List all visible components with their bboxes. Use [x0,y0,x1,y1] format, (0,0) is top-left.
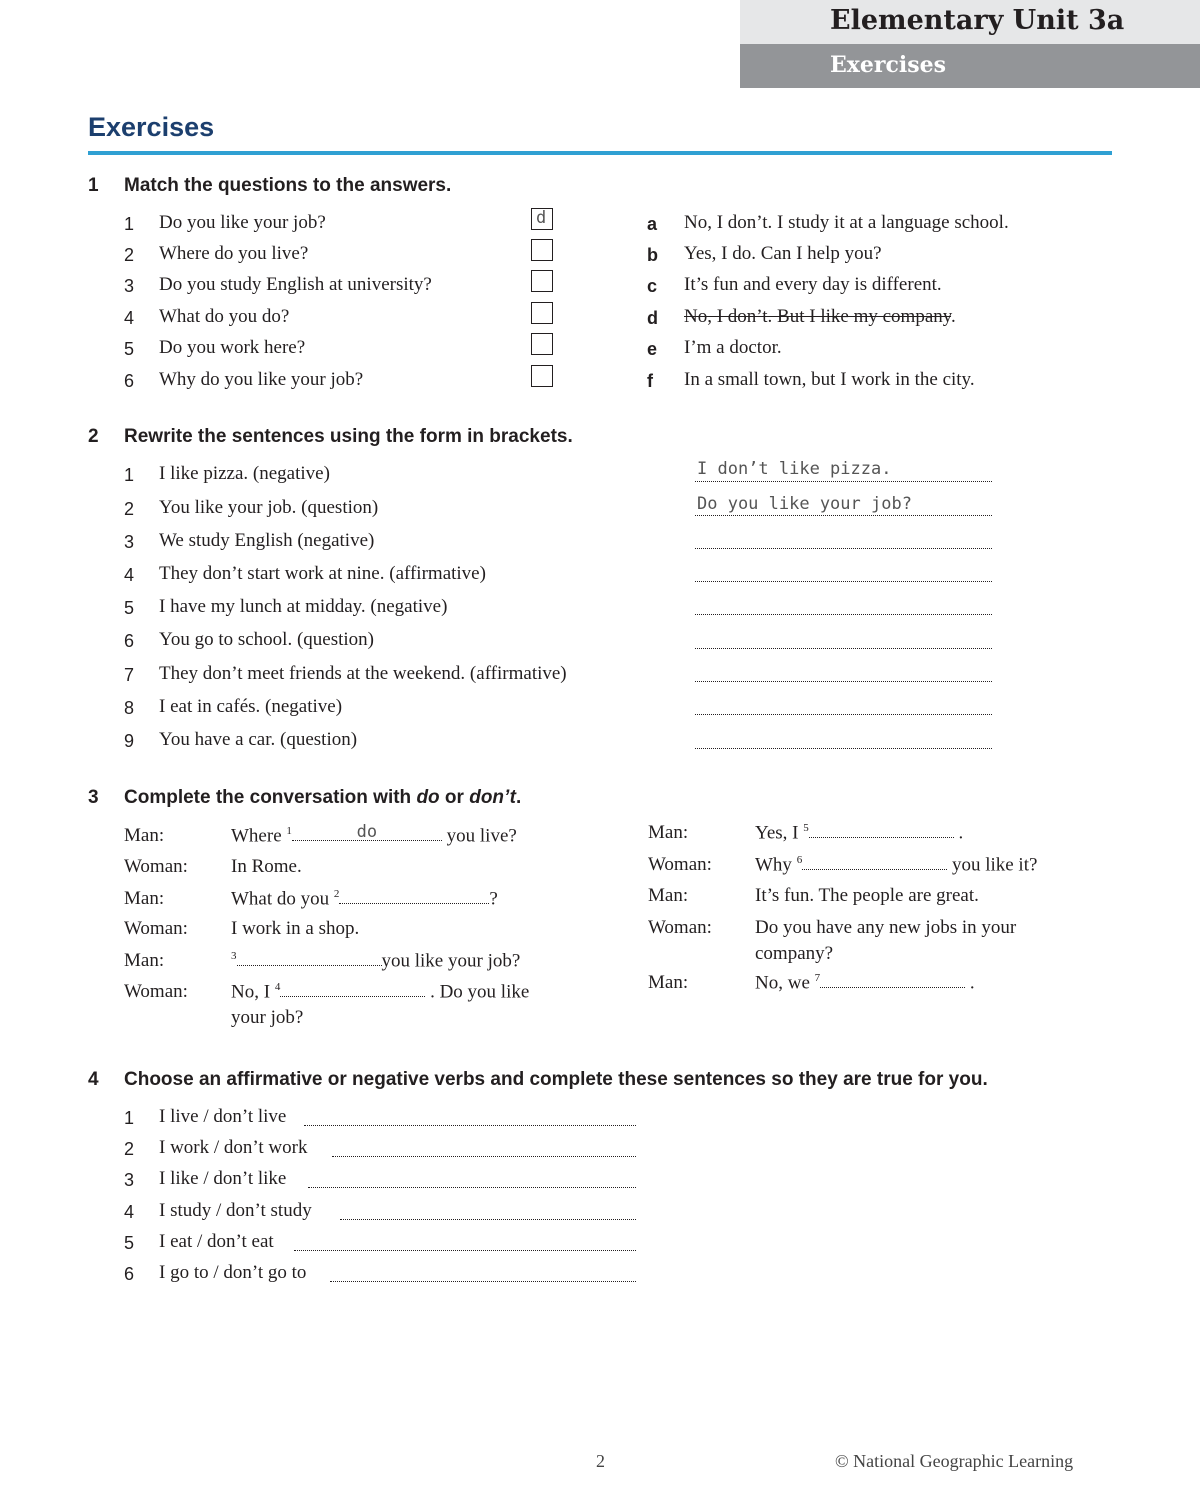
answer-text: Yes, I do. Can I help you? [684,243,882,264]
answer-line[interactable] [695,614,992,615]
speaker-man: Man: [648,972,689,993]
ex3-heading-dont: don’t [469,787,516,808]
title-rule [88,151,1112,155]
page-title: Exercises [88,112,215,142]
answer-box[interactable] [531,208,553,230]
item-number: 7 [124,665,135,685]
item-text: They don’t start work at nine. (affirmative) [159,563,486,584]
gap-5[interactable] [809,823,954,838]
handwritten-answer: Do you like your job? [697,494,912,514]
answer-line[interactable] [695,515,992,516]
answer-line[interactable] [330,1281,636,1282]
item-number: 3 [124,1170,135,1190]
speaker-man: Man: [648,822,689,843]
answer-text: It’s fun and every day is different. [684,274,942,295]
ex3-heading [124,787,521,809]
ex1-heading: Match the questions to the answers. [124,175,452,196]
answer-letter: b [647,245,658,265]
ex3-heading-text: Complete the conversation with [124,787,417,808]
ex3-heading-or: or [439,787,470,808]
dialogue-line [231,888,498,910]
ex2-heading: Rewrite the sentences using the form in brackets. [124,426,573,447]
gap-number: 4 [274,981,281,993]
item-number: 8 [124,698,135,718]
q-text: What do you do? [159,306,290,327]
dialogue-line [231,950,520,972]
dialogue-line-cont: your job? [231,1007,304,1028]
line-text: No, we [755,972,815,994]
ex2-number: 2 [88,426,99,447]
dialogue-line [755,822,963,844]
ex1-number: 1 [88,175,99,196]
speaker-man: Man: [124,825,165,846]
dialogue-line [755,854,1037,876]
line-text: What do you [231,888,334,910]
dialogue-line [755,972,975,994]
gap-answer: do [356,822,378,843]
gap-2[interactable] [339,889,489,904]
answer-letter: e [647,339,658,359]
line-text: ? [489,888,498,910]
item-text: I go to / don’t go to [159,1262,307,1283]
speaker-woman: Woman: [124,981,188,1002]
gap-number: 5 [803,822,809,834]
item-text: I like pizza. (negative) [159,463,330,484]
answer-box[interactable] [531,270,553,292]
dialogue-line: It’s fun. The people are great. [755,885,979,906]
gap-1[interactable] [292,822,442,843]
answer-box[interactable] [531,239,553,261]
ex3-heading-period: . [516,787,522,808]
q-number: 5 [124,339,135,359]
q-text: Where do you live? [159,243,309,264]
answer-line[interactable] [695,714,992,715]
item-text: You like your job. (question) [159,497,379,518]
speaker-man: Man: [124,950,165,971]
answer-line[interactable] [695,481,992,482]
gap-3[interactable] [237,951,382,966]
gap-7[interactable] [820,973,965,988]
answer-line[interactable] [308,1187,636,1188]
line-text: . Do you like [425,981,530,1003]
answer-text: I’m a doctor. [684,337,782,358]
struck-example: No, I don’t. But I like my company [684,306,952,327]
item-text: I like / don’t like [159,1168,287,1189]
speaker-woman: Woman: [648,917,712,938]
item-number: 6 [124,631,135,651]
answer-line[interactable] [340,1219,636,1220]
gap-number: 3 [231,950,237,962]
ex3-heading-do: do [416,787,440,808]
item-text: They don’t meet friends at the weekend. (affirmative) [159,663,567,684]
q-text: Do you study English at university? [159,274,432,295]
gap-number: 2 [333,888,340,900]
answer-line[interactable] [695,581,992,582]
item-text: I work / don’t work [159,1137,308,1158]
q-number: 4 [124,308,135,328]
answer-line[interactable] [294,1250,636,1251]
line-text: No, I [231,981,275,1003]
item-text: You go to school. (question) [159,629,374,650]
dialogue-line: I work in a shop. [231,918,360,939]
ex4-heading: Choose an affirmative or negative verbs and complete these sentences so they are true for you. [124,1069,988,1090]
item-text: I eat in cafés. (negative) [159,696,343,717]
item-text: I live / don’t live [159,1106,287,1127]
item-number: 1 [124,1108,135,1128]
item-number: 3 [124,532,135,552]
dialogue-line: Do you have any new jobs in your [755,917,1017,938]
unit-title: Elementary Unit 3a [830,5,1125,36]
speaker-woman: Woman: [124,918,188,939]
item-number: 2 [124,1139,135,1159]
answer-letter: c [647,276,658,296]
line-text: Yes, I [755,822,804,844]
item-text: I study / don’t study [159,1200,312,1221]
item-number: 9 [124,731,135,751]
dialogue-line [231,981,529,1003]
period: . [951,306,956,327]
speaker-man: Man: [124,888,165,909]
answer-line[interactable] [695,748,992,749]
page-number: 2 [596,1451,605,1471]
gap-number: 1 [286,825,292,837]
q-number: 2 [124,245,135,265]
gap-number: 6 [796,854,803,866]
dialogue-line [231,822,517,847]
item-number: 6 [124,1264,135,1284]
gap-number: 7 [814,972,821,984]
q-number: 3 [124,276,135,296]
dialogue-line: In Rome. [231,856,302,877]
speaker-man: Man: [648,885,689,906]
answer-line[interactable] [332,1156,636,1157]
answer-box[interactable] [531,365,553,387]
speaker-woman: Woman: [648,854,712,875]
q-number: 6 [124,371,135,391]
line-text: . [953,822,964,844]
item-number: 5 [124,598,135,618]
handwritten-answer: I don’t like pizza. [697,459,892,479]
item-text: I have my lunch at midday. (negative) [159,596,448,617]
gap-6[interactable] [802,855,947,870]
answer-letter: d [647,308,658,328]
ex3-number: 3 [88,787,99,808]
item-text: You have a car. (question) [159,729,358,750]
line-text: you like it? [947,854,1038,876]
ex4-number: 4 [88,1069,99,1090]
answer-box[interactable] [531,333,553,355]
item-text: I eat / don’t eat [159,1231,274,1252]
item-text: We study English (negative) [159,530,375,551]
item-number: 5 [124,1233,135,1253]
gap-4[interactable] [280,982,425,997]
item-number: 2 [124,499,135,519]
line-text: . [965,972,975,994]
line-text: you like your job? [381,950,521,972]
item-number: 4 [124,565,135,585]
answer-line[interactable] [695,548,992,549]
answer-box[interactable] [531,302,553,324]
q-text: Do you like your job? [159,212,326,233]
answer-line[interactable] [304,1125,636,1126]
line-text: Why [755,854,797,876]
unit-title-bar [740,0,1200,44]
answer-text: No, I don’t. I study it at a language school. [684,212,1009,233]
answer-letter: a [647,214,658,234]
answer-line[interactable] [695,648,992,649]
speaker-woman: Woman: [124,856,188,877]
item-number: 1 [124,465,135,485]
line-text: Where [231,825,287,847]
section-label-bar [740,44,1200,88]
answer-text-struck [684,306,956,328]
section-label: Exercises [830,52,946,78]
dialogue-line-cont: company? [755,943,834,964]
q-text: Do you work here? [159,337,306,358]
q-number: 1 [124,214,135,234]
answer-letter: f [647,371,653,391]
copyright: © National Geographic Learning [835,1451,1074,1471]
line-text: you live? [441,825,517,847]
answer-line[interactable] [695,681,992,682]
item-number: 4 [124,1202,135,1222]
answer-text: In a small town, but I work in the city. [684,369,975,390]
q-text: Why do you like your job? [159,369,364,390]
answer-box-value: d [536,208,547,228]
